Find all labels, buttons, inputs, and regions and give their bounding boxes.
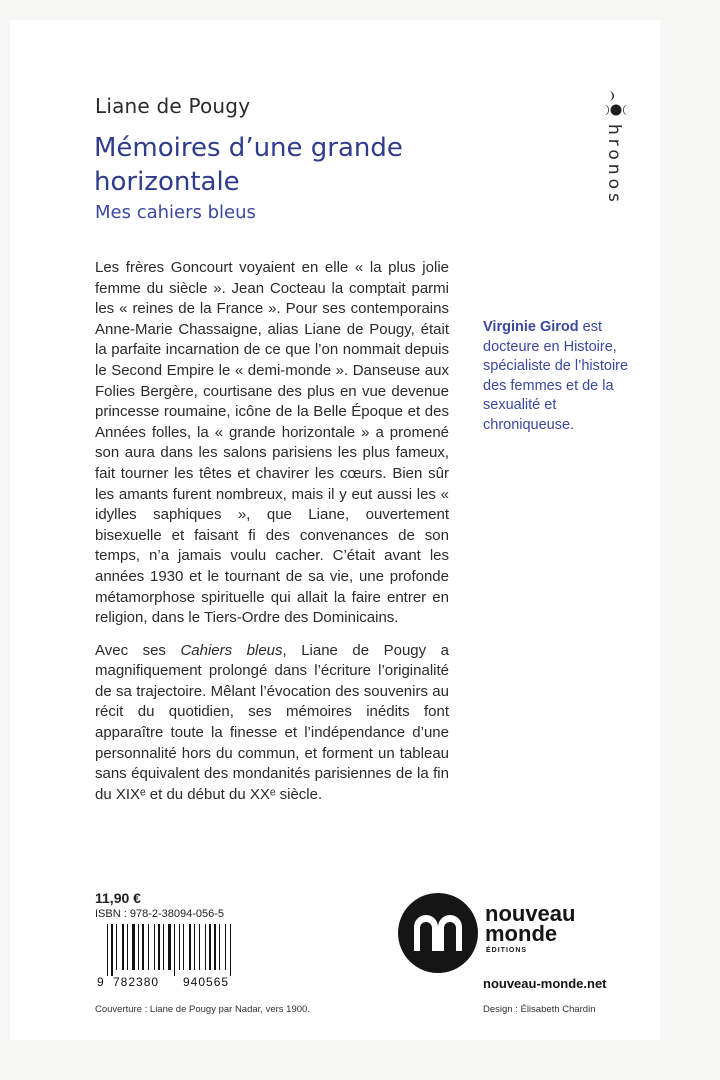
back-cover-summary — [95, 258, 449, 817]
publisher-name-line-1: nouveau — [485, 901, 576, 926]
publisher-label: ÉDITIONS — [486, 947, 528, 954]
summary-paragraph-1: Les frères Goncourt voyaient en elle « la plus jolie femme du siècle ». Jean Cocteau la comptait parmi les « reines de la France ». Pour ses contemporains Anne-Marie Chassaigne, alias Liane de Pougy, était la parfaite incarnation de ce que l’on nommait depuis le Second Empire le « demi-monde ». Danseuse aux Folies Bergère, courtisane des plus en vue devenue princesse roumaine, icône de la Belle Époque et des Années folles, la « grande horizontale » a promené son aura dans les salons parisiens les plus fameux, fait tourner les têtes et chavirer les cœurs. Bien sûr les amants furent nombreux, mais il y eut aussi les « idylles saphiques », que Liane, ouvertement bisexuelle et faisant fi des convenances de son temps, n’a jamais voulu cacher. C’était avant les années 1930 et le tournant de sa vie, une profonde métamorphose spirituelle qui allait la faire entrer en religion, dans le Tiers-Ordre des Dominicains. — [95, 259, 449, 627]
barcode-group-right: 940565 — [183, 975, 230, 989]
author-name: Liane de Pougy — [95, 94, 251, 118]
bio-text: est docteure en Histoire, spécialiste de l’histoire des femmes et de la sexualité et chroniqueuse. — [483, 319, 629, 433]
publisher-name-line-2: monde — [485, 921, 558, 946]
isbn: ISBN : 978-2-38094-056-5 — [95, 908, 225, 920]
summary-paragraph-2-start: Avec ses — [95, 641, 181, 659]
book-title: Mémoires d’une grande horizontale — [94, 133, 403, 197]
price: 11,90 € — [95, 890, 141, 906]
bio-author-name: Virginie Girod — [483, 319, 579, 335]
nouveau-monde-m-logo-icon — [398, 893, 478, 973]
collection-name: hronos — [604, 124, 624, 206]
cover-photo-credit: Couverture : Liane de Pougy par Nadar, vers 1900. — [95, 1004, 310, 1015]
isbn-barcode — [93, 924, 258, 989]
publisher-logo — [398, 893, 638, 973]
barcode-digit-first: 9 — [97, 975, 104, 989]
collection-brand — [596, 88, 636, 206]
book-subtitle: Mes cahiers bleus — [95, 202, 256, 223]
moon-phases-icon — [601, 88, 631, 116]
summary-paragraph-2 — [95, 641, 449, 806]
design-credit: Design : Élisabeth Chardin — [483, 1004, 596, 1015]
barcode-group-left: 782380 — [113, 975, 160, 989]
summary-book-title-italic: Cahiers bleus — [180, 641, 283, 659]
summary-paragraph-2-end: , Liane de Pougy a magnifiquement prolongé dans l’écriture l’originalité de sa trajectoire. Mêlant l’évocation des souvenirs au récit du quotidien, ses mémoires inédits font apparaître toute la finesse et l’indépendance d’une personnalité hors du commun, et forment un tableau sans équivalent des mondanités parisiennes de la fin du XIXᵉ et du début du XXᵉ siècle. — [95, 641, 449, 803]
publisher-name — [485, 901, 576, 946]
author-bio — [483, 318, 633, 435]
publisher-website: nouveau-monde.net — [483, 976, 607, 991]
